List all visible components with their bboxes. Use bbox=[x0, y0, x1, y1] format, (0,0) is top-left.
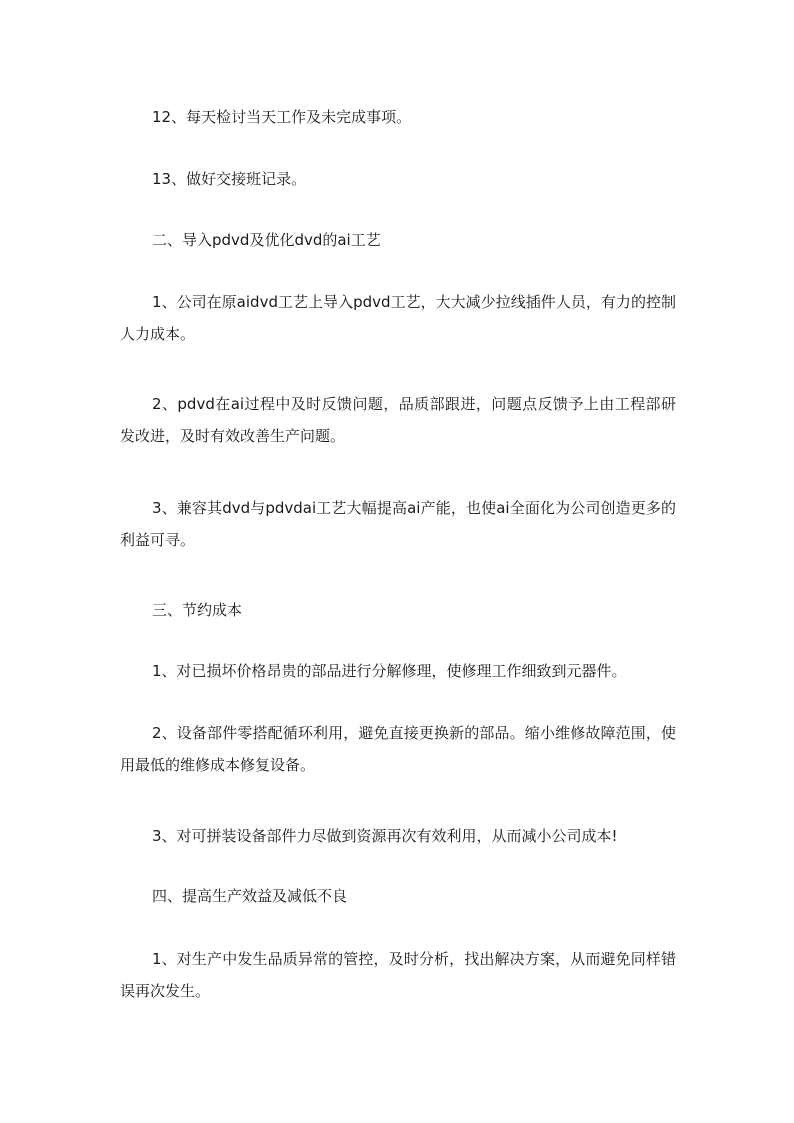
paragraph-section4-item-1: 1、对生产中发生品质异常的管控，及时分析，找出解决方案，从而避免同样错误再次发生。 bbox=[120, 950, 676, 1000]
paragraph-item-12: 12、每天检讨当天工作及未完成事项。 bbox=[152, 108, 412, 126]
paragraph-section3-item-2: 2、设备部件零搭配循环利用，避免直接更换新的部品。缩小维修故障范围，使用最低的维修成本修复设备。 bbox=[120, 724, 676, 774]
section-heading-3: 三、节约成本 bbox=[152, 601, 243, 619]
paragraph-section2-item-1: 1、公司在原aidvd工艺上导入pdvd工艺，大大减少拉线插件人员，有力的控制人力成本。 bbox=[120, 293, 676, 343]
section-heading-2: 二、导入pdvd及优化dvd的ai工艺 bbox=[152, 231, 381, 249]
paragraph-section3-item-1: 1、对已损坏价格昂贵的部品进行分解修理，使修理工作细致到元器件。 bbox=[152, 662, 627, 680]
paragraph-section3-item-3: 3、对可拼装设备部件力尽做到资源再次有效利用，从而减小公司成本! bbox=[152, 827, 618, 845]
section-heading-4: 四、提高生产效益及减低不良 bbox=[152, 887, 348, 905]
paragraph-section2-item-3: 3、兼容其dvd与pdvdai工艺大幅提高ai产能，也使ai全面化为公司创造更多的利益可寻。 bbox=[120, 499, 676, 549]
paragraph-item-13: 13、做好交接班记录。 bbox=[152, 170, 307, 188]
paragraph-section2-item-2: 2、pdvd在ai过程中及时反馈问题，品质部跟进，问题点反馈予上由工程部研发改进，及时有效改善生产问题。 bbox=[120, 395, 676, 445]
